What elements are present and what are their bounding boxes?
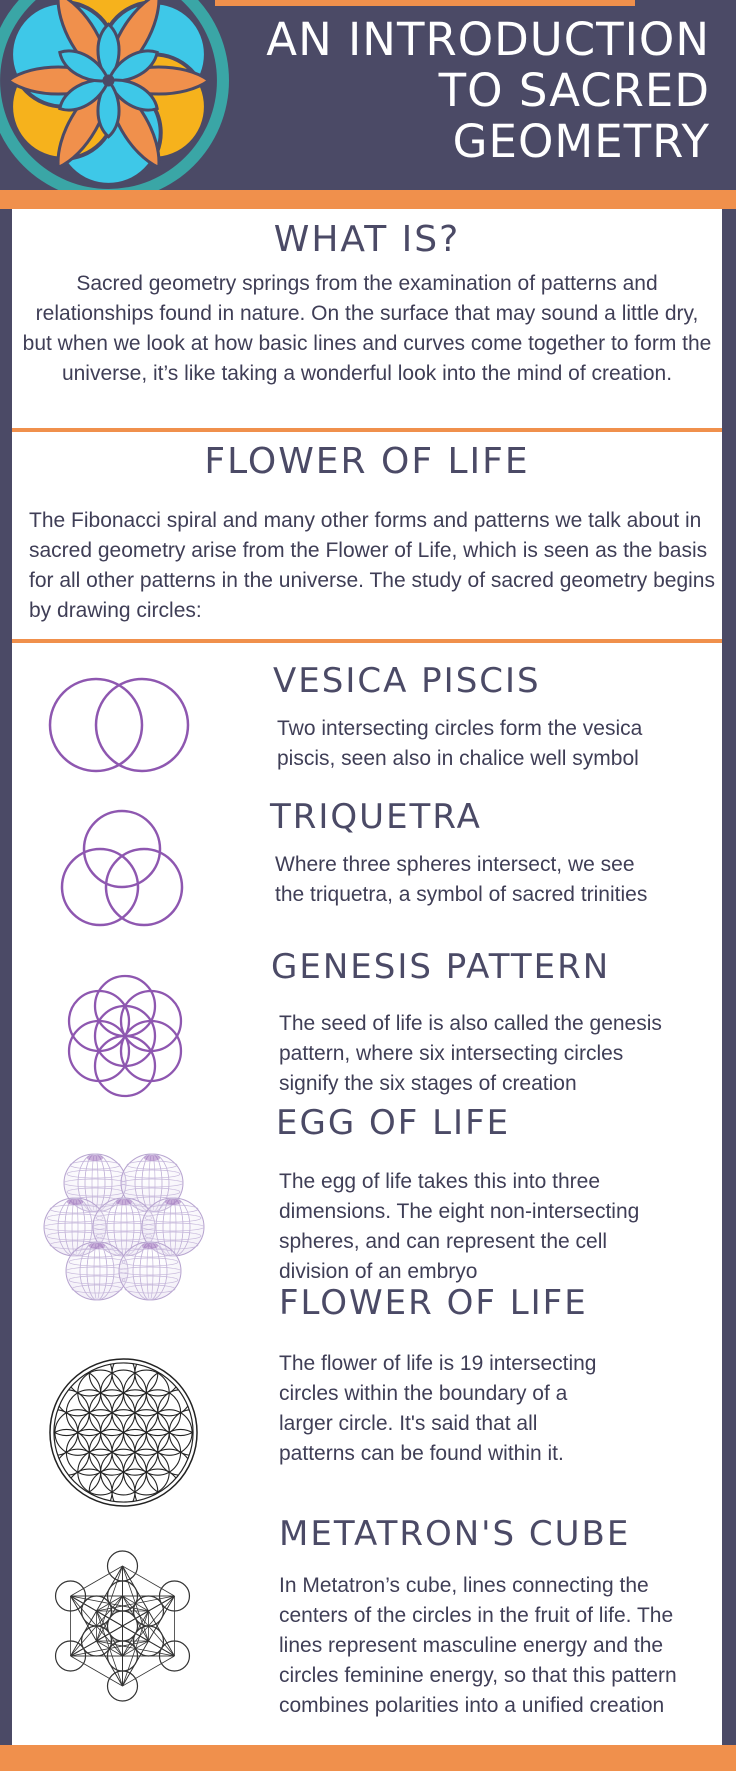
triquetra-text	[275, 850, 647, 910]
section-divider	[12, 428, 722, 432]
text-line: patterns can be found within it.	[279, 1442, 564, 1465]
flower-of-life-intro-heading: FLOWER OF LIFE	[204, 441, 530, 482]
text-line: Where three spheres intersect, we see	[275, 853, 635, 876]
genesis-pattern-heading: GENESIS PATTERN	[271, 947, 611, 987]
what-is-text: Sacred geometry springs from the examination of patterns and relationships found in nature. On the surface that may sound a little dry, but when we look at how basic lines and curves come together to form the universe, it’s like taking a wonderful look into the mind of creation.	[22, 272, 712, 385]
egg-of-life-heading: EGG OF LIFE	[276, 1103, 511, 1143]
genesis-pattern-text	[279, 1009, 662, 1099]
text-line: Two intersecting circles form the vesica	[277, 717, 643, 740]
title-line-2: TO SACRED	[438, 64, 710, 117]
text-line: centers of the circles in the fruit of life. The	[279, 1604, 674, 1627]
egg-of-life-text	[279, 1167, 639, 1287]
triquetra-heading: TRIQUETRA	[270, 797, 482, 837]
metatrons-cube-text	[279, 1571, 677, 1721]
flower-of-life-icon	[46, 1355, 201, 1510]
what-is-heading: WHAT IS?	[273, 219, 461, 260]
vesica-piscis-icon	[44, 670, 194, 780]
flower-of-life-heading: FLOWER OF LIFE	[279, 1283, 588, 1323]
vesica-piscis-heading: VESICA PISCIS	[273, 661, 541, 701]
text-line: lines represent masculine energy and the	[279, 1634, 664, 1657]
metatrons-cube-heading: METATRON'S CUBE	[279, 1514, 631, 1554]
text-line: the triquetra, a symbol of sacred trinities	[275, 883, 648, 906]
page-title	[230, 14, 710, 167]
seed-of-life-mandala-icon	[0, 0, 231, 203]
text-line: The flower of life is 19 intersecting	[279, 1352, 597, 1375]
header-banner	[0, 0, 736, 190]
triquetra-icon	[57, 807, 187, 937]
flower-of-life-text	[279, 1349, 596, 1469]
title-line-3: GEOMETRY	[452, 115, 710, 168]
header-accent-line	[215, 0, 635, 6]
text-line: dimensions. The eight non-intersecting	[279, 1200, 640, 1223]
egg-of-life-icon	[35, 1145, 210, 1305]
text-line: circles within the boundary of a	[279, 1382, 568, 1405]
text-line: spheres, and can represent the cell	[279, 1230, 608, 1253]
metatrons-cube-icon	[40, 1531, 205, 1721]
title-line-1: AN INTRODUCTION	[266, 13, 710, 66]
text-line: In Metatron’s cube, lines connecting the	[279, 1574, 649, 1597]
text-line: pattern, where six intersecting circles	[279, 1042, 624, 1065]
text-line: larger circle. It's said that all	[279, 1412, 538, 1435]
text-line: signify the six stages of creation	[279, 1072, 577, 1095]
footer-orange-band	[0, 1745, 736, 1771]
content-panel	[12, 209, 722, 1745]
text-line: circles feminine energy, so that this pattern	[279, 1664, 677, 1687]
flower-of-life-intro-text: The Fibonacci spiral and many other forms and patterns we talk about in sacred geometry arise from the Flower of Life, which is seen as the basis for all other patterns in the universe. The study of sacred geometry begins by drawing circles:	[29, 509, 715, 622]
section-divider	[12, 639, 722, 643]
text-line: division of an embryo	[279, 1260, 478, 1283]
header-orange-band	[0, 190, 736, 209]
text-line: The egg of life takes this into three	[279, 1170, 601, 1193]
text-line: The seed of life is also called the genesis	[279, 1012, 662, 1035]
genesis-pattern-icon	[55, 966, 195, 1106]
text-line: combines polarities into a unified creation	[279, 1694, 665, 1717]
text-line: piscis, seen also in chalice well symbol	[277, 747, 639, 770]
vesica-piscis-text	[277, 714, 642, 774]
